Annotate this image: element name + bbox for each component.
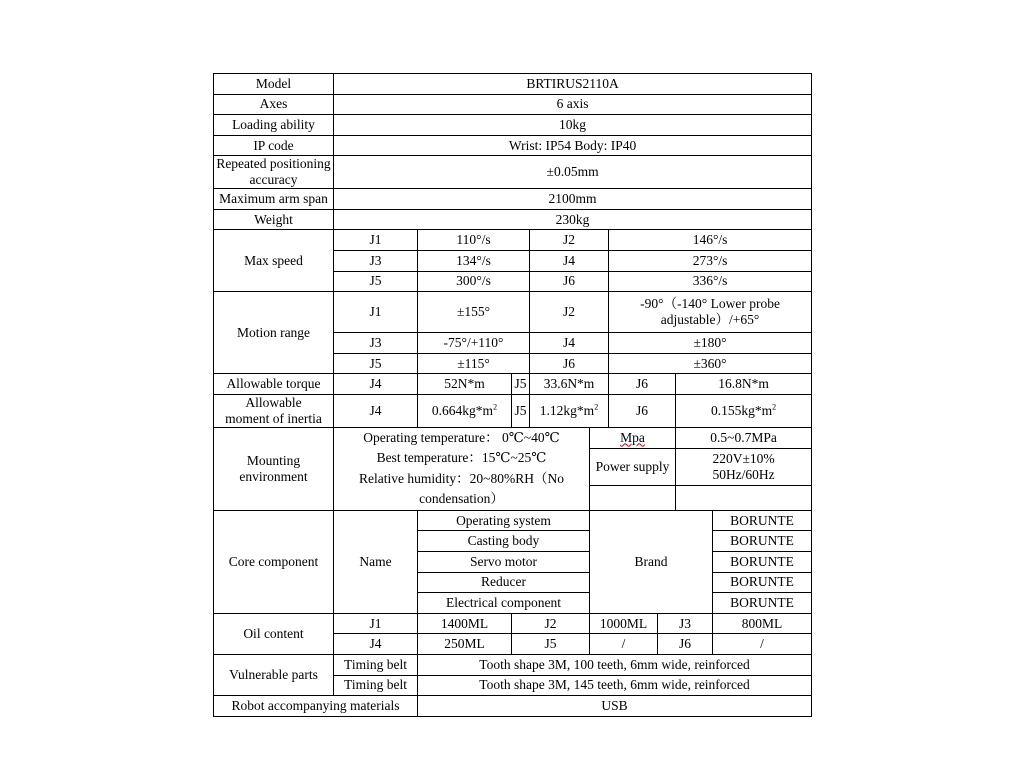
vulnerable-desc: Tooth shape 3M, 100 teeth, 6mm wide, reinforced xyxy=(418,654,812,675)
core-item-name: Servo motor xyxy=(418,552,590,573)
weight-label: Weight xyxy=(214,209,334,230)
oil-value: 250ML xyxy=(418,634,512,655)
mpa-value: 0.5~0.7MPa xyxy=(676,427,812,448)
oil-value: 1400ML xyxy=(418,613,512,634)
mounting-label-line1: Mounting xyxy=(246,452,301,468)
max-speed-value: 300°/s xyxy=(418,271,530,292)
materials-label: Robot accompanying materials xyxy=(214,696,418,717)
motion-range-value: ±360° xyxy=(609,353,812,374)
accuracy-value: ±0.05mm xyxy=(334,156,812,189)
core-item-brand: BORUNTE xyxy=(713,510,812,531)
max-speed-joint: J2 xyxy=(530,230,609,251)
oil-value: / xyxy=(590,634,658,655)
axes-label: Axes xyxy=(214,94,334,115)
inertia-j5-sup: 2 xyxy=(594,402,599,412)
vulnerable-part: Timing belt xyxy=(334,654,418,675)
row-max-speed-1 xyxy=(214,230,812,251)
oil-value: 800ML xyxy=(713,613,812,634)
row-inertia xyxy=(214,394,812,427)
max-speed-joint: J4 xyxy=(530,251,609,272)
row-motion-range-1 xyxy=(214,292,812,333)
operating-temperature: Operating temperature： 0℃~40℃ xyxy=(363,429,560,445)
mounting-empty-cell xyxy=(590,485,676,510)
torque-joint: J5 xyxy=(512,374,530,395)
inertia-j6-value: 0.155kg*m xyxy=(710,402,773,418)
max-speed-value: 273°/s xyxy=(609,251,812,272)
oil-value: / xyxy=(713,634,812,655)
inertia-joint: J6 xyxy=(609,394,676,427)
inertia-joint: J5 xyxy=(512,394,530,427)
power-voltage: 220V±10% xyxy=(712,450,775,466)
row-vulnerable-1 xyxy=(214,654,812,675)
inertia-label xyxy=(214,394,334,427)
core-item-brand: BORUNTE xyxy=(713,552,812,573)
core-item-name: Reducer xyxy=(418,572,590,593)
materials-value: USB xyxy=(418,696,812,717)
row-weight xyxy=(214,209,812,230)
core-item-name: Operating system xyxy=(418,510,590,531)
humidity-line1: Relative humidity：20~80%RH（No xyxy=(359,470,564,486)
arm-span-value: 2100mm xyxy=(334,189,812,210)
torque-value: 16.8N*m xyxy=(676,374,812,395)
motion-range-value: ±115° xyxy=(418,353,530,374)
oil-value: 1000ML xyxy=(590,613,658,634)
motion-range-joint: J3 xyxy=(334,333,418,354)
mounting-label-line2: environment xyxy=(239,468,308,484)
model-value: BRTIRUS2110A xyxy=(334,74,812,95)
max-speed-value: 146°/s xyxy=(609,230,812,251)
max-speed-joint: J6 xyxy=(530,271,609,292)
torque-value: 33.6N*m xyxy=(530,374,609,395)
torque-value: 52N*m xyxy=(418,374,512,395)
inertia-j4-value: 0.664kg*m xyxy=(431,402,494,418)
power-supply-label: Power supply xyxy=(590,448,676,485)
motion-range-j2-line2: adjustable）/+65° xyxy=(660,312,760,328)
oil-label: Oil content xyxy=(214,613,334,654)
motion-range-value: -75°/+110° xyxy=(418,333,530,354)
inertia-value xyxy=(676,394,812,427)
row-core-1 xyxy=(214,510,812,531)
loading-value: 10kg xyxy=(334,115,812,136)
max-speed-joint: J3 xyxy=(334,251,418,272)
row-arm-span xyxy=(214,189,812,210)
motion-range-joint: J4 xyxy=(530,333,609,354)
oil-joint: J2 xyxy=(512,613,590,634)
loading-label: Loading ability xyxy=(214,115,334,136)
inertia-j5-value: 1.12kg*m xyxy=(539,402,595,418)
mpa-label-text: Mpa xyxy=(620,429,645,445)
inertia-j4-sup: 2 xyxy=(493,402,498,412)
spec-table xyxy=(213,73,812,717)
torque-label: Allowable torque xyxy=(214,374,334,395)
motion-range-value xyxy=(609,292,812,333)
mounting-empty-cell xyxy=(676,485,812,510)
ip-label: IP code xyxy=(214,135,334,156)
max-speed-value: 336°/s xyxy=(609,271,812,292)
power-supply-value xyxy=(676,448,812,485)
motion-range-value: ±180° xyxy=(609,333,812,354)
motion-range-j2-line1: -90°（-140° Lower probe xyxy=(640,296,780,312)
row-torque xyxy=(214,374,812,395)
row-ip xyxy=(214,135,812,156)
vulnerable-desc: Tooth shape 3M, 145 teeth, 6mm wide, reinforced xyxy=(418,675,812,696)
core-item-name: Casting body xyxy=(418,531,590,552)
core-label: Core component xyxy=(214,510,334,613)
mpa-label xyxy=(590,427,676,448)
motion-range-joint: J2 xyxy=(530,292,609,333)
core-brand-label: Brand xyxy=(590,510,713,613)
best-temperature: Best temperature：15℃~25℃ xyxy=(376,450,547,466)
row-oil-1 xyxy=(214,613,812,634)
mounting-label xyxy=(214,427,334,510)
inertia-label-line2: moment of inertia xyxy=(225,410,322,426)
oil-joint: J1 xyxy=(334,613,418,634)
axes-value: 6 axis xyxy=(334,94,812,115)
arm-span-label: Maximum arm span xyxy=(214,189,334,210)
motion-range-label: Motion range xyxy=(214,292,334,374)
inertia-value xyxy=(418,394,512,427)
core-item-brand: BORUNTE xyxy=(713,531,812,552)
row-loading xyxy=(214,115,812,136)
motion-range-joint: J1 xyxy=(334,292,418,333)
row-accuracy xyxy=(214,156,812,189)
mounting-conditions xyxy=(334,427,590,510)
model-label: Model xyxy=(214,74,334,95)
core-item-brand: BORUNTE xyxy=(713,572,812,593)
max-speed-joint: J1 xyxy=(334,230,418,251)
vulnerable-part: Timing belt xyxy=(334,675,418,696)
oil-joint: J3 xyxy=(658,613,713,634)
humidity-line2: condensation） xyxy=(419,491,504,507)
max-speed-value: 134°/s xyxy=(418,251,530,272)
max-speed-label: Max speed xyxy=(214,230,334,292)
row-model xyxy=(214,74,812,95)
inertia-joint: J4 xyxy=(334,394,418,427)
core-item-brand: BORUNTE xyxy=(713,593,812,614)
row-axes xyxy=(214,94,812,115)
inertia-label-line1: Allowable xyxy=(245,394,302,410)
inertia-j6-sup: 2 xyxy=(772,402,777,412)
row-mounting-1 xyxy=(214,427,812,448)
motion-range-joint: J5 xyxy=(334,353,418,374)
oil-joint: J5 xyxy=(512,634,590,655)
oil-joint: J6 xyxy=(658,634,713,655)
row-materials xyxy=(214,696,812,717)
power-frequency: 50Hz/60Hz xyxy=(712,466,775,482)
ip-value: Wrist: IP54 Body: IP40 xyxy=(334,135,812,156)
motion-range-joint: J6 xyxy=(530,353,609,374)
torque-joint: J6 xyxy=(609,374,676,395)
accuracy-label: Repeated positioning accuracy xyxy=(214,156,334,189)
oil-joint: J4 xyxy=(334,634,418,655)
max-speed-joint: J5 xyxy=(334,271,418,292)
vulnerable-label: Vulnerable parts xyxy=(214,654,334,695)
weight-value: 230kg xyxy=(334,209,812,230)
motion-range-value: ±155° xyxy=(418,292,530,333)
torque-joint: J4 xyxy=(334,374,418,395)
core-name-label: Name xyxy=(334,510,418,613)
max-speed-value: 110°/s xyxy=(418,230,530,251)
inertia-value xyxy=(530,394,609,427)
core-item-name: Electrical component xyxy=(418,593,590,614)
